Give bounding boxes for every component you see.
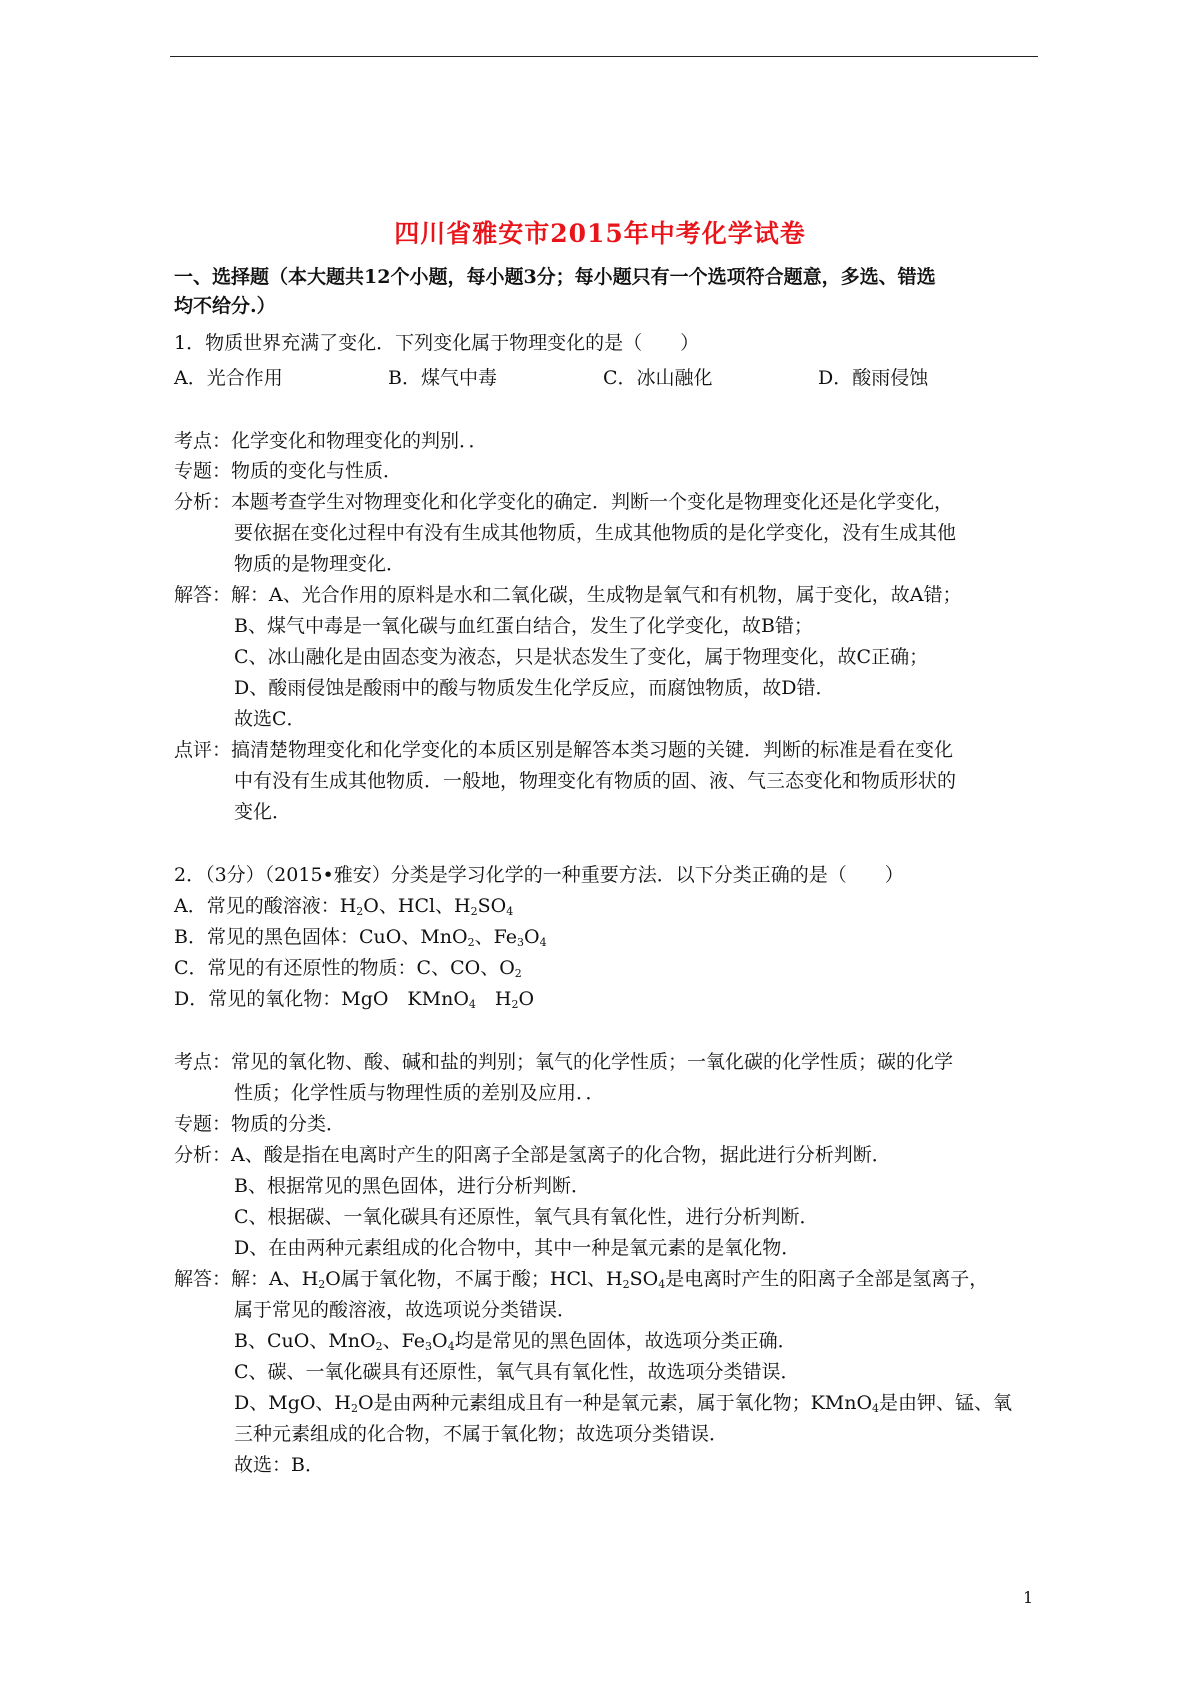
q1-fenxi-line: 物质的是物理变化． xyxy=(234,553,406,575)
q1-kaodian: 考点：化学变化和物理变化的判别．． xyxy=(174,430,488,452)
q1-dianping-line: 点评：搞清楚物理变化和化学变化的本质区别是解答本类习题的关键．判断的标准是看在变化 xyxy=(174,739,954,761)
q2-option-c: C．常见的有还原性的物质：C、CO、$O_2$ xyxy=(174,957,522,980)
section-heading-line1: 一、选择题（本大题共12个小题，每小题3分；每小题只有一个选项符合题意，多选、错选 xyxy=(174,266,936,288)
q1-jieda-line: B、煤气中毒是一氧化碳与血红蛋白结合，发生了化学变化，故B错； xyxy=(234,615,813,637)
q1-jieda-line: 故选C． xyxy=(234,708,306,730)
q2-jieda-line: 属于常见的酸溶液，故选项说分类错误． xyxy=(234,1299,577,1321)
q2-jieda-line: D、MgO、$H_2O$是由两种元素组成且有一种是氧元素，属于氧化物；KMnO$_4$是由钾、锰、氧 xyxy=(234,1392,1013,1415)
section-heading-line2: 均不给分.） xyxy=(174,295,276,317)
q1-jieda-line: 解答：解：A、光合作用的原料是水和二氧化碳，生成物是氧气和有机物，属于变化，故A错； xyxy=(174,584,962,606)
q2-fenxi-line: C、根据碳、一氧化碳具有还原性，氧气具有氧化性，进行分析判断． xyxy=(234,1206,819,1228)
q1-fenxi-line: 分析：本题考查学生对物理变化和化学变化的确定．判断一个变化是物理变化还是化学变化， xyxy=(174,491,954,513)
q2-jieda-line: 解答：解：A、$H_2O$属于氧化物，不属于酸；HCl、$H_2SO_4$是电离时产生的阳离子全部是氢离子， xyxy=(174,1268,989,1291)
q2-kaodian-line: 考点：常见的氧化物、酸、碱和盐的判别；氧气的化学性质；一氧化碳的化学性质；碳的化学 xyxy=(174,1051,954,1073)
q1-fenxi-line: 要依据在变化过程中有没有生成其他物质，生成其他物质的是化学变化，没有生成其他 xyxy=(234,522,957,544)
q1-stem: 1．物质世界充满了变化．下列变化属于物理变化的是（ ） xyxy=(174,332,700,354)
q2-fenxi-line: B、根据常见的黑色固体，进行分析判断． xyxy=(234,1175,590,1197)
q2-kaodian-line: 性质；化学性质与物理性质的差别及应用．． xyxy=(234,1082,605,1104)
q2-zhuanti: 专题：物质的分类． xyxy=(174,1113,346,1135)
header-rule xyxy=(170,56,1038,57)
q1-dianping-line: 变化． xyxy=(234,801,292,823)
q1-option-c: C．冰山融化 xyxy=(603,367,713,389)
q2-option-d: D．常见的氧化物：MgO KMnO$_4$ $H_2O$ xyxy=(174,988,535,1011)
q2-jieda-line: B、CuO、MnO$_2$、$Fe_3O_4$均是常见的黑色固体，故选项分类正确． xyxy=(234,1330,797,1353)
q2-option-a: A．常见的酸溶液：$H_2O$、HCl、$H_2SO_4$ xyxy=(174,895,514,918)
q1-option-d: D．酸雨侵蚀 xyxy=(818,367,929,389)
q2-fenxi-line: 分析：A、酸是指在电离时产生的阳离子全部是氢离子的化合物，据此进行分析判断． xyxy=(174,1144,891,1166)
q1-jieda-line: D、酸雨侵蚀是酸雨中的酸与物质发生化学反应，而腐蚀物质，故D错． xyxy=(234,677,835,699)
q1-zhuanti: 专题：物质的变化与性质． xyxy=(174,460,403,482)
q1-option-b: B．煤气中毒 xyxy=(388,367,497,389)
q1-dianping-line: 中有没有生成其他物质．一般地，物理变化有物质的固、液、气三态变化和物质形状的 xyxy=(234,770,957,792)
q2-jieda-line: 故选：B． xyxy=(234,1454,324,1476)
page-number: 1 xyxy=(1023,1588,1034,1607)
q2-jieda-line: C、碳、一氧化碳具有还原性，氧气具有氧化性，故选项分类错误． xyxy=(234,1361,800,1383)
q2-jieda-line: 三种元素组成的化合物，不属于氧化物；故选项分类错误． xyxy=(234,1423,729,1445)
page-title: 四川省雅安市2015年中考化学试卷 xyxy=(394,219,806,248)
q2-stem: 2．（3分）（2015•雅安）分类是学习化学的一种重要方法．以下分类正确的是（ ） xyxy=(174,864,904,886)
q2-option-b: B．常见的黑色固体：CuO、MnO$_2$、$Fe_3O_4$ xyxy=(174,926,547,949)
q1-option-a: A．光合作用 xyxy=(174,367,283,389)
q1-jieda-line: C、冰山融化是由固态变为液态，只是状态发生了变化，属于物理变化，故C正确； xyxy=(234,646,929,668)
q2-fenxi-line: D、在由两种元素组成的化合物中，其中一种是氧元素的是氧化物． xyxy=(234,1237,801,1259)
